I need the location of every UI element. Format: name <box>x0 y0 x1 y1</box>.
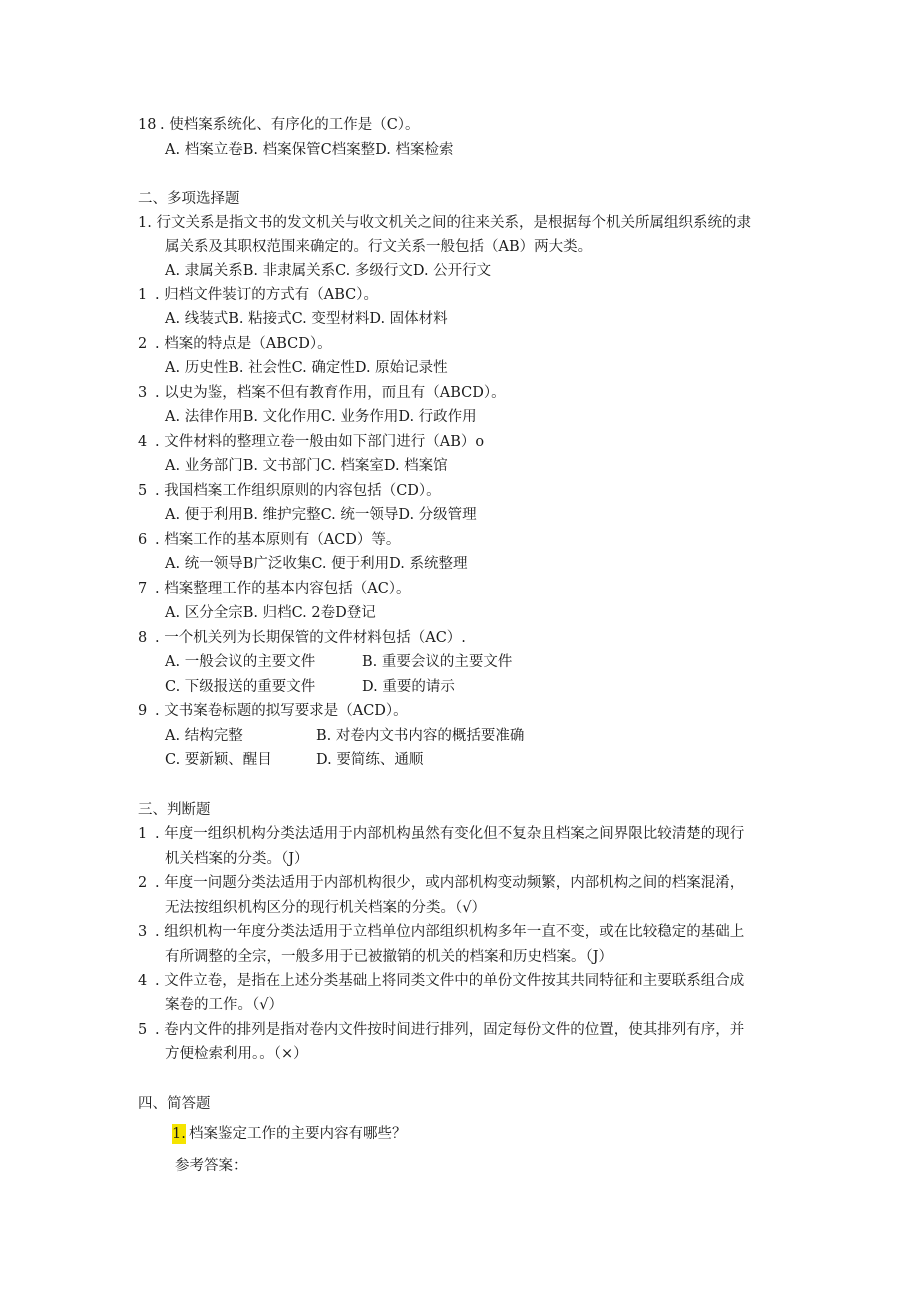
multi-q9-number: 9 <box>138 703 148 719</box>
judge-item-line2: 机关档案的分类。（J） <box>165 851 309 867</box>
judge-item-line2: 案卷的工作。（√） <box>165 997 283 1013</box>
multi-item-stem: . 档案的特点是（ABCD）。 <box>155 336 332 352</box>
multi-q8-option-c: C. 下级报送的重要文件 <box>165 679 316 695</box>
judge-item-number: 3 <box>138 924 148 940</box>
short-q1-text: 档案鉴定工作的主要内容有哪些？ <box>189 1126 407 1142</box>
multi-q8-number: 8 <box>138 630 148 646</box>
judge-item-line1: . 组织机构一年度分类法适用于立档单位内部组织机构多年一直不变，或在比较稳定的基础上 <box>155 924 745 940</box>
multi-item-number: 1 <box>138 287 148 303</box>
q18-stem: . 使档案系统化、有序化的工作是（C）。 <box>160 117 420 133</box>
multi-item-stem: . 文件材料的整理立卷一般由如下部门进行（AB）o <box>155 434 485 450</box>
multi-q8-option-d: D. 重要的请示 <box>362 679 455 695</box>
judge-item-line1: . 年度一组织机构分类法适用于内部机构虽然有变化但不复杂且档案之间界限比较清楚的现行 <box>155 826 745 842</box>
judge-item-number: 2 <box>138 875 148 891</box>
multi-item-stem: . 归档文件装订的方式有（ABC）。 <box>155 287 378 303</box>
q18-options: A. 档案立卷B. 档案保管C档案整D. 档案检索 <box>165 142 454 158</box>
multi-item-options: A. 统一领导B广泛收集C. 便于利用D. 系统整理 <box>165 556 468 572</box>
multi-item-stem: . 档案工作的基本原则有（ACD）等。 <box>155 532 401 548</box>
multi-item-options: A. 法律作用B. 文化作用C. 业务作用D. 行政作用 <box>165 409 477 425</box>
multi-item-options: A. 线装式B. 粘接式C. 变型材料D. 固体材料 <box>165 311 448 327</box>
short-q1-number: 1. <box>172 1126 186 1142</box>
judge-item-line1: . 文件立卷，是指在上述分类基础上将同类文件中的单份文件按其共同特征和主要联系组合成 <box>155 973 745 989</box>
multi-q9-option-a: A. 结构完整 <box>165 728 243 744</box>
multi-item-stem: . 以史为鉴，档案不但有教育作用，而且有（ABCD）。 <box>155 385 506 401</box>
multi-item-number: 2 <box>138 336 148 352</box>
multi-q9-stem: . 文书案卷标题的拟写要求是（ACD）。 <box>155 703 408 719</box>
q18-number: 18 <box>138 117 157 133</box>
short-answer-heading: 四、简答题 <box>138 1096 211 1112</box>
judgment-heading: 三、判断题 <box>138 802 211 818</box>
multi-item-stem: . 我国档案工作组织原则的内容包括（CD）。 <box>155 483 441 499</box>
multi-q1-stem-line1: 1. 行文关系是指文书的发文机关与收文机关之间的往来关系，是根据每个机关所属组织系统的隶 <box>138 215 751 231</box>
multi-q1-stem-line2: 属关系及其职权范围来确定的。行文关系一般包括（AB）两大类。 <box>165 239 593 255</box>
answer-label: 参考答案： <box>175 1158 248 1174</box>
multi-item-options: A. 便于利用B. 维护完整C. 统一领导D. 分级管理 <box>165 507 477 523</box>
multi-q9-option-c: C. 要新颖、醒目 <box>165 752 272 768</box>
multi-item-number: 6 <box>138 532 148 548</box>
multi-choice-heading: 二、多项选择题 <box>138 191 240 207</box>
judge-item-line2: 无法按组织机构区分的现行机关档案的分类。（√） <box>165 900 486 916</box>
multi-q8-option-b: B. 重要会议的主要文件 <box>362 654 513 670</box>
multi-item-options: A. 区分全宗B. 归档C. 2卷D登记 <box>165 605 376 621</box>
judge-item-line1: . 年度一问题分类法适用于内部机构很少，或内部机构变动频繁，内部机构之间的档案混淆， <box>155 875 745 891</box>
multi-item-number: 5 <box>138 483 148 499</box>
judge-item-number: 4 <box>138 973 148 989</box>
multi-item-options: A. 历史性B. 社会性C. 确定性D. 原始记录性 <box>165 360 448 376</box>
multi-item-stem: . 档案整理工作的基本内容包括（AC）。 <box>155 581 411 597</box>
multi-item-number: 3 <box>138 385 148 401</box>
multi-q8-stem: . 一个机关列为长期保管的文件材料包括（AC）. <box>155 630 466 646</box>
multi-q8-option-a: A. 一般会议的主要文件 <box>165 654 316 670</box>
judge-item-line2: 方便检索利用。。（×） <box>165 1046 308 1062</box>
multi-item-number: 7 <box>138 581 148 597</box>
multi-q1-options: A. 隶属关系B. 非隶属关系C. 多级行文D. 公开行文 <box>165 263 492 279</box>
multi-q9-option-d: D. 要简练、通顺 <box>316 752 424 768</box>
judge-item-line2: 有所调整的全宗，一般多用于已被撤销的机关的档案和历史档案。（J） <box>165 949 614 965</box>
judge-item-number: 5 <box>138 1022 148 1038</box>
multi-item-options: A. 业务部门B. 文书部门C. 档案室D. 档案馆 <box>165 458 448 474</box>
multi-q9-option-b: B. 对卷内文书内容的概括要准确 <box>316 728 525 744</box>
judge-item-line1: . 卷内文件的排列是指对卷内文件按时间进行排列，固定每份文件的位置，使其排列有序，并 <box>155 1022 745 1038</box>
judge-item-number: 1 <box>138 826 148 842</box>
multi-item-number: 4 <box>138 434 148 450</box>
